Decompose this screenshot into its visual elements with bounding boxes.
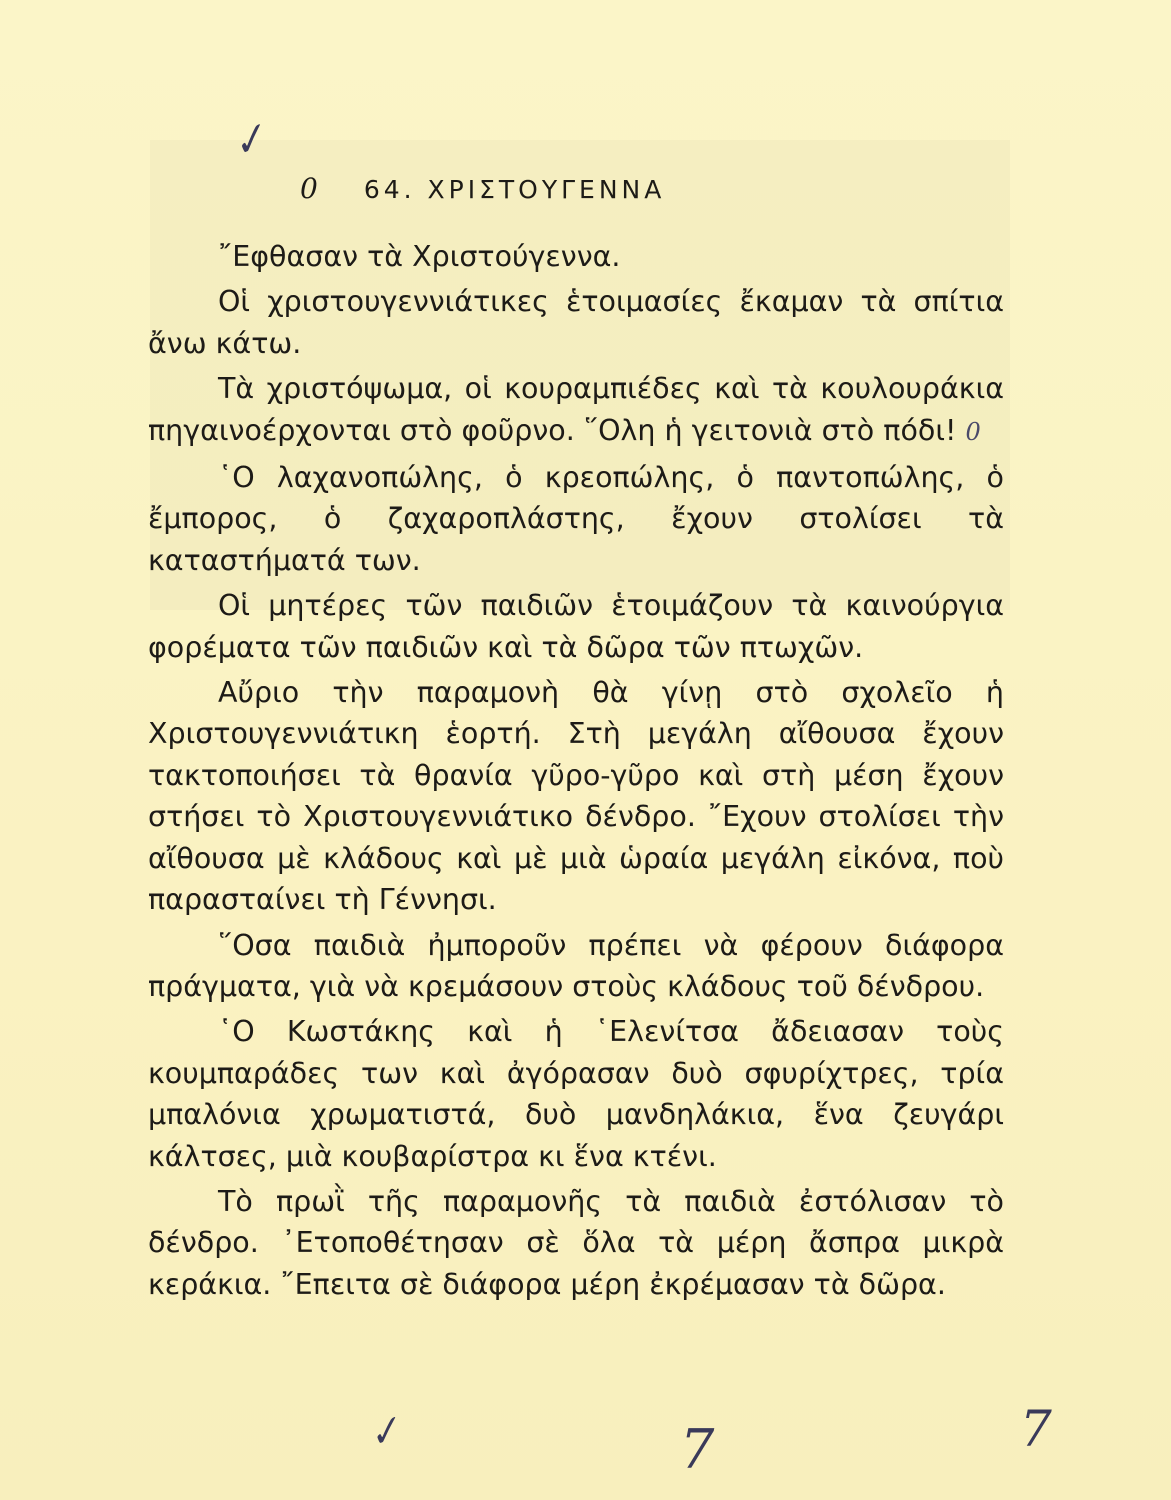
body-text (148, 236, 1004, 1309)
paragraph: ῎Εφθασαν τὰ Χριστούγεννα. (218, 240, 621, 273)
paragraph (148, 368, 1004, 453)
chapter-title (300, 172, 760, 205)
footer-left-mark: 7 (680, 1418, 715, 1481)
paragraph: Οἱ μητέρες τῶν παιδιῶν ἑτοιμάζουν τὰ καινούργια φορέματα τῶν παιδιῶν καὶ τὰ δῶρα τῶν πτωχῶν. (148, 589, 1004, 664)
paragraph: ῞Οσα παιδιὰ ἠμποροῦν πρέπει νὰ φέρουν διάφορα πράγματα, γιὰ νὰ κρεμάσουν στοὺς κλάδους τοῦ δένδρου. (148, 928, 1004, 1003)
footer-right-mark: 7 (1020, 1400, 1052, 1458)
paragraph-text: Τὰ χριστόψωμα, οἱ κουραμπιέδες καὶ τὰ κουλουράκια πηγαινοέρχονται στὸ φοῦρνο. ῞Ολη ἡ γειτονιὰ στὸ πόδι! (148, 372, 1004, 447)
page-mark: 0 (300, 172, 318, 205)
paragraph: Αὔριο τὴν παραμονὴ θὰ γίνῃ στὸ σχολεῖο ἡ Χριστουγεννιάτικη ἑορτή. Στὴ μεγάλη αἴθουσα ἔχουν τακτοποιήσει τὰ θρανία γῦρο-γῦρο καὶ στὴ μέση ἔχουν στήσει τὸ Χριστουγεννιάτικο δένδρο. ῎Εχουν στολίσει τὴν αἴθουσα μὲ κλάδους καὶ μὲ μιὰ ὡραία μεγάλη εἰκόνα, ποὺ παρασταίνει τὴ Γέννησι. (148, 676, 1004, 917)
paragraph: ῾Ο Κωστάκης καὶ ἡ ῾Ελενίτσα ἄδειασαν τοὺς κουμπαράδες των καὶ ἀγόρασαν δυὸ σφυρίχτρες, τρία μπαλόνια χρωματιστά, δυὸ μανδηλάκια, ἕνα ζευγάρι κάλτσες, μιὰ κουβαρίστρα κι ἕνα κτένι. (148, 1015, 1004, 1173)
margin-note: 0 (965, 417, 981, 446)
paragraph: Τὸ πρωῒ τῆς παραμονῆς τὰ παιδιὰ ἐστόλισαν τὸ δένδρο. ᾿Ετοποθέτησαν σὲ ὅλα τὰ μέρη ἄσπρα μικρὰ κεράκια. ῎Επειτα σὲ διάφορα μέρη ἐκρέμασαν τὰ δῶρα. (148, 1184, 1004, 1301)
check-mark-icon: ✓ (225, 113, 273, 169)
paragraph: ῾Ο λαχανοπώλης, ὁ κρεοπώλης, ὁ παντοπώλης, ὁ ἔμπορος, ὁ ζαχαροπλάστης, ἔχουν στολίσει τὰ καταστήματά των. (148, 461, 1004, 577)
title-text: 64. ΧΡΙΣΤΟΥΓΕΝΝΑ (363, 175, 666, 204)
paragraph: Οἱ χριστουγεννιάτικες ἑτοιμασίες ἔκαμαν τὰ σπίτια ἄνω κάτω. (148, 285, 1004, 360)
check-mark-icon: ✓ (361, 1406, 406, 1458)
